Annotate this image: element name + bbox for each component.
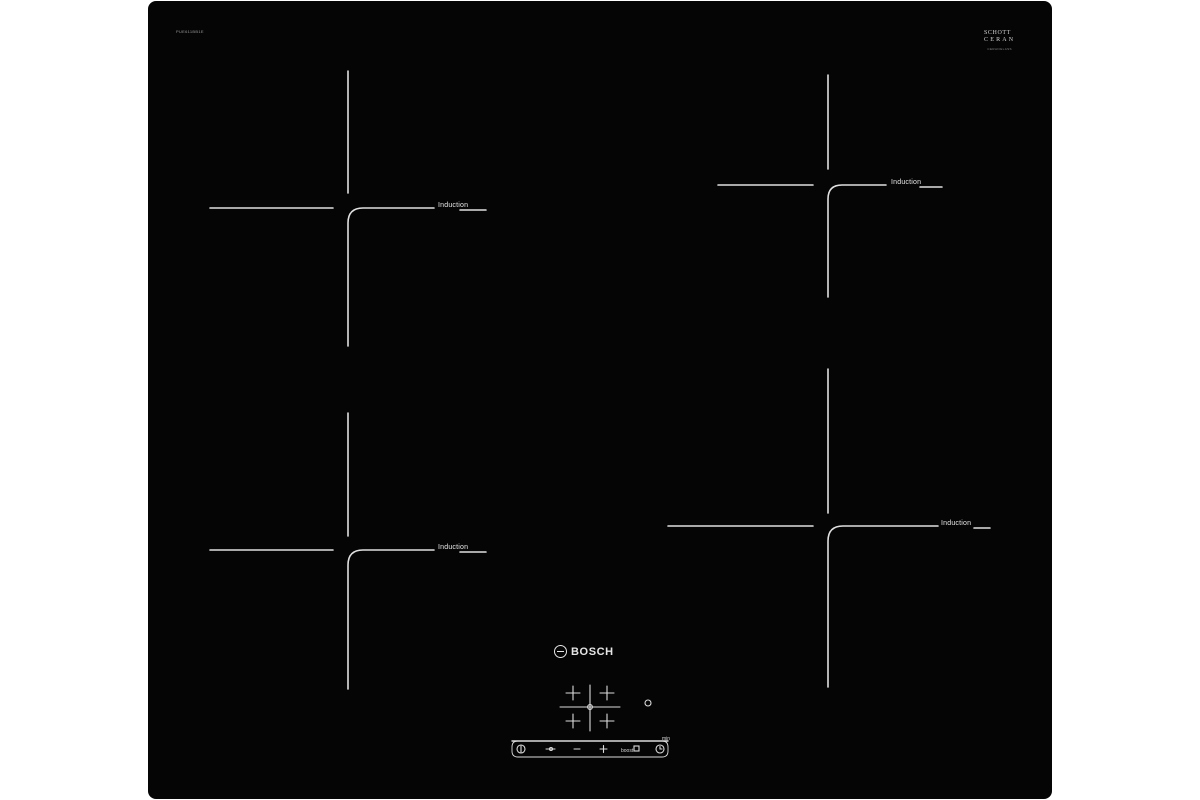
ceran-subtext: CERANGLASS xyxy=(987,47,1012,51)
ceran-line: CERAN xyxy=(984,37,1016,43)
zone-selector-rear-right[interactable] xyxy=(600,686,614,700)
power-icon[interactable] xyxy=(517,745,525,753)
timer-icon[interactable] xyxy=(656,745,664,753)
boost-icon[interactable] xyxy=(634,746,639,751)
zone-selector-rear-left[interactable] xyxy=(566,714,580,728)
hob-indicator-icon xyxy=(645,700,651,706)
plus-icon[interactable] xyxy=(600,746,607,753)
bosch-name: BOSCH xyxy=(571,645,614,658)
zone-front-left-bottom-label: Induction xyxy=(438,544,469,551)
timer-label: min xyxy=(662,736,671,742)
zone-right-bottom-label: Induction xyxy=(941,520,972,527)
zone-front-left-top-label: Induction xyxy=(438,202,469,209)
zone-selector-front-right[interactable] xyxy=(600,714,614,728)
schott-line: SCHOTT xyxy=(984,30,1011,36)
boost-label: boost xyxy=(621,748,634,754)
model-code: PUE611BB1E xyxy=(176,29,204,34)
control-panel xyxy=(148,1,1052,799)
zone-selector-front-left[interactable] xyxy=(566,686,580,700)
zone-right-top-label: Induction xyxy=(891,179,922,186)
induction-cooktop xyxy=(148,1,1052,799)
child-lock-icon[interactable] xyxy=(546,748,555,751)
